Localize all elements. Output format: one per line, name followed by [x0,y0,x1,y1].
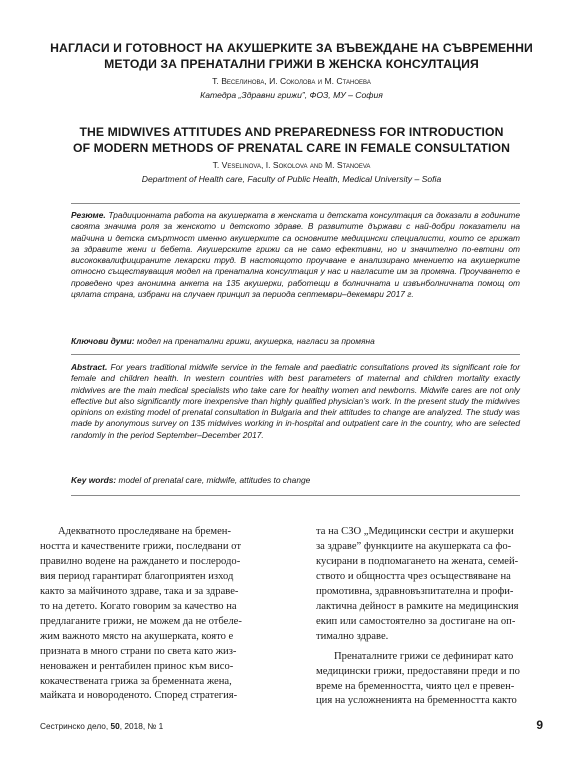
body-line: екип или самостоятелно за достигане на оп- [316,615,516,627]
body-line: лактична дейност в рамките на медицинския [316,600,519,612]
affiliation-en: Department of Health care, Faculty of Public Health, Medical University – Sofia [141,174,442,184]
body-line: та на СЗО „Медицински сестри и акушерки [316,526,514,537]
keywords-en-label: Key words: [71,475,117,485]
title-en [40,124,543,156]
abstract-bg-text: Традиционната работа на акушерката в женската и детската консултация са доказали в годините своята значима роля за женското и детското здраве. В развитите държави с най-добри показатели на майчина и детска смъртност именно акушерките са основните медицински специалисти, които се грижат за здравите жени и бебета. Акушерските грижи са не само ефективни, но и значително по-евтини от висококвалифицираните лекарски труд. В настоящото проучване е анализирано мнението на акушерките относно съществуващия модел на пренатална консултация у нас и нагласите им за промяна. Проучването е проведено чрез анонимна анкета на 135 акушерки, работещи в болничната и извънболничната помощ от цялата страна, избрани на случаен принцип за периода септември–декември 2017 г. [71,210,520,300]
body-line: майката и новороденото. Според стратегия- [40,690,238,702]
journal-footer [40,721,163,732]
body-line: медицински грижи, предоставяни преди и по [316,665,520,677]
abstract-bottom-rule [71,495,520,496]
title-bg [40,40,543,72]
body-line: за здраве” функциите на акушерката са фо- [316,540,512,552]
body-line: кокачествената грижа за бременната жена, [40,675,232,687]
body-line: неноважен и рентабилен принос към висо- [40,660,234,672]
body-line: призната в много страни по света като жиз- [40,645,237,657]
body-line: кусирани в подпомагането на жената, семей- [316,555,519,567]
body-line: ция на усложненията на бременността както [316,695,517,707]
keywords-en-text: model of prenatal care, midwife, attitudes to change [116,475,311,485]
abstract-divider [71,354,520,355]
body-line: предлаганите грижи, не можем да не отбеле- [40,615,242,627]
body-line: то на детето. Когато говорим за качество на [40,600,237,612]
body-line: време на бременността, чиято цел е превен- [316,680,515,692]
journal-issue: , 2018, № 1 [119,721,164,731]
abstract-en-text: For years traditional midwife service in the female and paediatric consultations proved its significant role for female and children health. In western countries with best parameters of maternal and children mortality exactly midwives are the main medical specialists who take care for healthy women and newborns. Midwife cares are not only effective but also significantly more inexpensive than highly qualified physician’s work. In the present study the midwives opinions on existing model of prenatal consultation in Bulgaria and their attitudes to change are analyzed. The study was made by anonymous survey on 135 midwives working in in-hospital and outpatient care in the country, who are selected randomly in the period September–December 2017. [71,362,520,440]
abstract-bg [71,210,520,300]
title-bg-line: НАГЛАСИ И ГОТОВНОСТ НА АКУШЕРКИТЕ ЗА ВЪВЕЖДАНЕ НА СЪВРЕМЕННИ [50,41,533,55]
keywords-en [71,475,520,486]
abstract-bg-label: Резюме. [71,210,106,220]
title-en-line: OF MODERN METHODS OF PRENATAL CARE IN FEMALE CONSULTATION [73,141,510,155]
journal-name: Сестринско дело, [40,721,111,731]
journal-volume: 50 [110,721,120,731]
abstract-en [71,362,520,441]
body-column-right [316,525,541,709]
title-en-line: THE MIDWIVES ATTITUDES AND PREPAREDNESS FOR INTRODUCTION [79,125,504,139]
body-line: ността и качествените грижи, последвани от [40,540,241,552]
body-line: правилно водене на раждането и послеродо- [40,555,241,567]
affiliation-bg: Катедра „Здравни грижи”, ФОЗ, МУ – София [200,90,383,100]
body-line: жим важното място на акушерката, която е [40,630,234,642]
body-line: вия период гарантират благоприятен изход [40,570,234,582]
body-column-left [40,525,265,704]
page-number: 9 [536,718,543,732]
body-line: както за майчиното здраве, така и за здраве- [40,585,239,597]
keywords-bg-text: модел на пренатални грижи, акушерка, нагласи за промяна [134,336,375,346]
body-line: промотивна, здравновъзпитателна и профи- [316,585,514,597]
title-bg-line: МЕТОДИ ЗА ПРЕНАТАЛНИ ГРИЖИ В ЖЕНСКА КОНСУЛТАЦИЯ [104,57,479,71]
body-line: Адекватното проследяване на бремен- [58,526,232,537]
body-line: тимално здраве. [316,630,389,642]
keywords-bg [71,336,520,347]
abstract-en-label: Abstract. [71,362,108,372]
body-line: ството и общността чрез осъществяване на [316,570,511,582]
abstract-top-rule [71,203,520,204]
keywords-bg-label: Ключови думи: [71,336,135,346]
authors-en: T. Veselinova, I. Sokolova and M. Stanoeva [212,160,371,170]
authors-bg: Т. Веселинова, И. Соколова и М. Станоева [212,76,371,86]
body-line: Пренаталните грижи се дефинират като [334,650,514,662]
